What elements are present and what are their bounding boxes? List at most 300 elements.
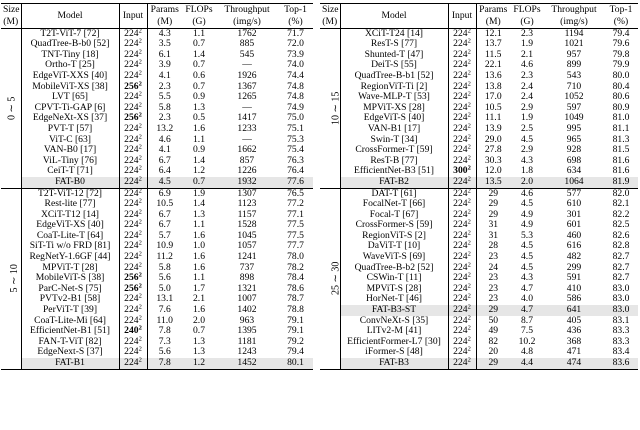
- input-resolution-cell: $224^2$: [119, 358, 147, 369]
- input-resolution-cell: $224^2$: [119, 199, 147, 210]
- top1-accuracy-cell: 75.3: [287, 133, 304, 145]
- flops-cell: 1.9: [193, 187, 205, 199]
- flops-cell: 4.9: [521, 219, 533, 231]
- throughput-cell: 1007: [237, 293, 257, 305]
- throughput-cell: 737: [239, 261, 255, 273]
- params-cell: 2.3: [147, 82, 182, 93]
- throughput-cell: 597: [566, 101, 582, 113]
- right-comparison-table: [320, 3, 638, 370]
- top1-accuracy-cell: 74.9: [287, 101, 304, 113]
- top1-accuracy-cell: 83.0: [612, 282, 630, 294]
- params-header: Params (M): [147, 4, 182, 29]
- input-resolution-cell: $224^2$: [119, 294, 147, 305]
- throughput-cell: 698: [566, 154, 582, 166]
- top1-accuracy-cell: 82.2: [612, 208, 630, 220]
- params-cell: 7.8: [147, 358, 182, 369]
- throughput-cell: 1321: [237, 282, 257, 294]
- flops-cell: 2.4: [521, 80, 533, 92]
- model-name-cell: CrossFormer-S [59]: [355, 219, 433, 231]
- input-resolution-cell: $256^2$: [119, 82, 147, 93]
- top1-accuracy-cell: 74.0: [287, 59, 304, 71]
- model-name-cell: FAT-B3: [340, 358, 448, 369]
- params-cell: 5.8: [147, 103, 182, 114]
- throughput-cell: 1243: [237, 346, 257, 358]
- input-resolution-cell: $224^2$: [119, 103, 147, 114]
- params-cell: 29: [476, 305, 510, 316]
- throughput-cell: 1307: [237, 187, 257, 199]
- highlight-row: [1, 177, 313, 188]
- model-name-cell: ParC-Net-S [75]: [38, 282, 102, 294]
- flops-cell: 1.9: [521, 112, 533, 124]
- input-resolution-cell: $224^2$: [119, 305, 147, 316]
- flops-cell: 5.3: [521, 229, 533, 241]
- params-cell: 4.6: [147, 135, 182, 146]
- model-name-cell: VAN-B1 [17]: [367, 122, 421, 134]
- params-cell: 13.6: [476, 71, 510, 82]
- top1-accuracy-cell: 80.4: [612, 80, 630, 92]
- table-row: [320, 28, 638, 39]
- input-resolution-cell: $224^2$: [119, 39, 147, 50]
- flops-cell: 1.9: [521, 38, 533, 50]
- params-header: Params (M): [476, 4, 510, 29]
- top1-accuracy-cell: 79.6: [612, 38, 630, 50]
- input-resolution-cell: $224^2$: [119, 156, 147, 167]
- model-header: Model: [381, 9, 407, 21]
- model-name-cell: ViL-Tiny [76]: [42, 154, 98, 166]
- top1-accuracy-cell: 74.8: [287, 91, 304, 103]
- flops-cell: 2.3: [521, 27, 533, 39]
- params-cell: 6.4: [147, 166, 182, 177]
- throughput-cell: 1194: [564, 27, 584, 39]
- params-cell: 29.0: [476, 135, 510, 146]
- top1-accuracy-cell: 80.0: [612, 69, 630, 81]
- top1-accuracy-cell: 75.4: [287, 144, 304, 156]
- input-resolution-cell: $224^2$: [448, 145, 476, 156]
- table-row: [1, 166, 313, 177]
- flops-cell: 0.9: [193, 144, 205, 156]
- throughput-cell: 1057: [237, 240, 257, 252]
- table-row: [320, 50, 638, 61]
- size-group-label: 10 ∼ 15: [320, 28, 340, 188]
- model-name-cell: FAN-T-ViT [82]: [38, 335, 102, 347]
- model-name-cell: DAT-T [61]: [371, 187, 417, 199]
- params-cell: 5.6: [147, 347, 182, 358]
- throughput-cell: 928: [566, 144, 582, 156]
- top1-accuracy-cell: 81.5: [612, 144, 630, 156]
- params-cell: 10.5: [147, 199, 182, 210]
- flops-cell: 0.7: [193, 59, 205, 71]
- flops-cell: 1.4: [193, 48, 205, 60]
- input-resolution-cell: $224^2$: [448, 50, 476, 61]
- input-header: Input: [119, 4, 147, 29]
- throughput-cell: —: [242, 101, 252, 113]
- top1-accuracy-cell: 77.5: [287, 219, 304, 231]
- top1-accuracy-cell: 82.0: [612, 187, 630, 199]
- params-cell: 82: [476, 337, 510, 348]
- throughput-cell: 1265: [237, 91, 257, 103]
- table-row: [320, 294, 638, 305]
- input-resolution-cell: $224^2$: [448, 199, 476, 210]
- throughput-cell: 1932: [216, 177, 278, 188]
- input-resolution-cell: $224^2$: [119, 135, 147, 146]
- throughput-cell: 1762: [237, 27, 257, 39]
- left-table-panel: [1, 3, 313, 370]
- throughput-cell: 368: [566, 335, 582, 347]
- table-row: [1, 71, 313, 82]
- model-name-cell: FAT-B3-ST: [340, 305, 448, 316]
- params-cell: 7.6: [147, 305, 182, 316]
- throughput-cell: 1021: [564, 38, 584, 50]
- model-name-cell: MPViT-XS [28]: [363, 101, 425, 113]
- throughput-header: Throughput (img/s): [551, 4, 597, 27]
- top1-accuracy-cell: 74.4: [287, 69, 304, 81]
- throughput-cell: 1926: [237, 69, 257, 81]
- top1-header: Top-1 (%): [609, 4, 633, 27]
- right-table-panel: [320, 3, 638, 370]
- model-name-cell: ConvNeXt-S [35]: [359, 314, 429, 326]
- params-cell: 6.9: [147, 188, 182, 199]
- input-resolution-cell: $224^2$: [448, 135, 476, 146]
- flops-cell: 7.5: [521, 325, 533, 337]
- size-group-label: 25 ∼ 30: [320, 188, 340, 369]
- params-cell: 7.3: [147, 337, 182, 348]
- input-resolution-cell: $224^2$: [448, 103, 476, 114]
- size-group-label: 0 ∼ 5: [1, 28, 21, 188]
- throughput-cell: 1662: [237, 144, 257, 156]
- model-name-cell: CoaT-Lite-Mi [64]: [34, 314, 106, 326]
- throughput-cell: 1052: [564, 91, 584, 103]
- top1-accuracy-cell: 83.4: [612, 346, 630, 358]
- top1-accuracy-cell: 77.7: [287, 240, 304, 252]
- params-cell: 6.7: [147, 156, 182, 167]
- model-name-cell: CPVT-Ti-GAP [6]: [34, 101, 106, 113]
- params-cell: 5.6: [147, 273, 182, 284]
- params-cell: 6.1: [147, 50, 182, 61]
- flops-cell: 4.5: [521, 240, 533, 252]
- model-name-cell: CoaT-Lite-T [64]: [36, 229, 104, 241]
- throughput-cell: 610: [566, 198, 582, 210]
- top1-accuracy-cell: 78.8: [287, 304, 304, 316]
- params-cell: 31: [476, 220, 510, 231]
- input-resolution-cell: $224^2$: [119, 60, 147, 71]
- model-name-cell: LITv2-M [41]: [366, 325, 422, 337]
- params-cell: 2.3: [147, 113, 182, 124]
- model-name-cell: PerViT-T [39]: [42, 304, 98, 316]
- input-resolution-cell: $224^2$: [119, 124, 147, 135]
- top1-accuracy-cell: 82.6: [612, 229, 630, 241]
- throughput-cell: 545: [239, 48, 255, 60]
- top1-accuracy-cell: 79.4: [287, 346, 304, 358]
- throughput-cell: 1226: [237, 165, 257, 177]
- model-name-cell: MPViT-S [28]: [366, 282, 422, 294]
- top1-accuracy-cell: 82.1: [612, 198, 630, 210]
- model-name-cell: PVT-T [57]: [47, 122, 93, 134]
- table-row: [1, 347, 313, 358]
- input-resolution-cell: $224^2$: [448, 305, 476, 316]
- params-cell: 3.5: [147, 39, 182, 50]
- flops-cell: 4.5: [521, 251, 533, 263]
- flops-cell: 4.5: [521, 133, 533, 145]
- throughput-cell: 410: [566, 282, 582, 294]
- throughput-cell: 963: [239, 314, 255, 326]
- model-name-cell: FAT-B1: [21, 358, 119, 369]
- params-cell: 11.2: [147, 252, 182, 263]
- model-name-cell: PVTv2-B1 [58]: [39, 293, 101, 305]
- throughput-cell: 995: [566, 122, 582, 134]
- flops-cell: 1.6: [193, 251, 205, 263]
- header-row: [320, 4, 638, 29]
- flops-cell: 1.1: [193, 219, 205, 231]
- top1-accuracy-cell: 83.0: [612, 293, 630, 305]
- flops-cell: 0.7: [182, 177, 216, 188]
- top1-accuracy-cell: 79.1: [287, 314, 304, 326]
- top1-header: Top-1 (%): [284, 4, 307, 27]
- model-name-cell: DeiT-S [55]: [371, 59, 417, 71]
- throughput-cell: 436: [566, 325, 582, 337]
- throughput-cell: 641: [544, 305, 604, 316]
- throughput-cell: 301: [566, 208, 582, 220]
- input-resolution-cell: $300^2$: [448, 166, 476, 177]
- top1-accuracy-cell: 80.9: [612, 101, 630, 113]
- flops-cell: 4.6: [521, 59, 533, 71]
- params-cell: 5.7: [147, 231, 182, 242]
- table-row: [320, 124, 638, 135]
- params-cell: 10.9: [147, 241, 182, 252]
- params-cell: 4.1: [147, 71, 182, 82]
- throughput-cell: 1402: [237, 304, 257, 316]
- model-name-cell: LVT [65]: [52, 91, 88, 103]
- model-name-cell: EdgeViT-S [40]: [363, 112, 425, 124]
- input-resolution-cell: $224^2$: [119, 263, 147, 274]
- params-cell: 50: [476, 316, 510, 327]
- throughput-header: Throughput (img/s): [224, 4, 270, 27]
- flops-cell: 0.7: [193, 38, 205, 50]
- input-resolution-cell: $224^2$: [448, 358, 476, 369]
- model-name-cell: ViT-C [63]: [49, 133, 91, 145]
- input-resolution-cell: $224^2$: [448, 252, 476, 263]
- model-name-cell: EdgeViT-XS [40]: [36, 219, 104, 231]
- model-name-cell: FAT-B0: [21, 177, 119, 188]
- top1-accuracy-cell: 79.8: [612, 48, 630, 60]
- flops-cell: 1.7: [193, 282, 205, 294]
- flops-cell: 4.9: [521, 208, 533, 220]
- flops-cell: 2.1: [521, 48, 533, 60]
- flops-cell: 1.4: [193, 154, 205, 166]
- model-name-cell: T2T-ViT-7 [72]: [40, 27, 100, 39]
- top1-accuracy-cell: 83.1: [612, 314, 630, 326]
- params-cell: 29: [476, 358, 510, 369]
- throughput-cell: 710: [566, 80, 582, 92]
- model-name-cell: QuadTree-B-b0 [52]: [30, 38, 110, 50]
- params-cell: 4.3: [147, 28, 182, 39]
- model-name-cell: WaveViT-S [69]: [362, 251, 426, 263]
- flops-cell: 0.9: [193, 91, 205, 103]
- flops-cell: 1.1: [193, 27, 205, 39]
- top1-accuracy-cell: 82.7: [612, 251, 630, 263]
- model-name-cell: EdgeNext-S [37]: [37, 346, 103, 358]
- input-resolution-cell: $224^2$: [448, 337, 476, 348]
- top1-accuracy-cell: 79.2: [287, 335, 304, 347]
- model-name-cell: T2T-ViT-12 [72]: [38, 187, 102, 199]
- flops-cell: 4.3: [521, 272, 533, 284]
- input-resolution-cell: $224^2$: [448, 316, 476, 327]
- params-cell: 23: [476, 252, 510, 263]
- params-cell: 6.7: [147, 220, 182, 231]
- params-cell: 28: [476, 241, 510, 252]
- throughput-cell: 1064: [544, 177, 604, 188]
- model-name-cell: EfficientFormer-L7 [30]: [347, 335, 441, 347]
- top1-accuracy-cell: 78.2: [287, 261, 304, 273]
- input-resolution-cell: $224^2$: [119, 92, 147, 103]
- params-cell: 10.5: [476, 103, 510, 114]
- flops-cell: 4.8: [521, 346, 533, 358]
- params-cell: 11.0: [147, 316, 182, 327]
- flops-cell: 2.0: [193, 314, 205, 326]
- input-resolution-cell: $224^2$: [448, 156, 476, 167]
- table-row: [1, 124, 313, 135]
- flops-cell: 4.4: [510, 358, 544, 369]
- input-resolution-cell: $224^2$: [448, 263, 476, 274]
- flops-cell: 1.3: [193, 101, 205, 113]
- input-resolution-cell: $224^2$: [119, 241, 147, 252]
- throughput-cell: 1395: [237, 325, 257, 337]
- size-header: Size (M): [3, 4, 20, 27]
- model-name-cell: EdgeNeXt-XS [37]: [32, 112, 108, 124]
- highlight-row: [320, 358, 638, 369]
- top1-accuracy-cell: 81.9: [604, 177, 638, 188]
- top1-accuracy-cell: 82.7: [612, 272, 630, 284]
- flops-cell: 1.3: [193, 346, 205, 358]
- top1-accuracy-cell: 77.5: [287, 229, 304, 241]
- input-resolution-cell: $224^2$: [119, 50, 147, 61]
- model-name-cell: Rest-lite [77]: [44, 198, 96, 210]
- table-row: [320, 71, 638, 82]
- throughput-cell: 634: [566, 165, 582, 177]
- throughput-cell: 405: [566, 314, 582, 326]
- params-cell: 12.1: [476, 28, 510, 39]
- model-name-cell: iFormer-S [48]: [365, 346, 423, 358]
- top1-accuracy-cell: 78.7: [287, 293, 304, 305]
- params-cell: 27.8: [476, 145, 510, 156]
- input-resolution-cell: $224^2$: [448, 60, 476, 71]
- throughput-cell: 1452: [216, 358, 278, 369]
- model-name-cell: RegionViT-Ti [2]: [360, 80, 428, 92]
- flops-cell: 4.7: [510, 305, 544, 316]
- flops-cell: 2.9: [521, 101, 533, 113]
- model-name-cell: RegionViT-S [2]: [362, 229, 426, 241]
- model-name-cell: EfficientNet-B3 [51]: [353, 165, 434, 177]
- throughput-cell: 577: [566, 187, 582, 199]
- model-name-cell: FocalNet-T [66]: [362, 198, 426, 210]
- flops-cell: 1.1: [193, 272, 205, 284]
- input-resolution-cell: $224^2$: [448, 231, 476, 242]
- flops-header: FLOPs (G): [513, 4, 541, 27]
- top1-accuracy-cell: 80.1: [278, 358, 313, 369]
- top1-accuracy-cell: 81.3: [612, 133, 630, 145]
- throughput-cell: 965: [566, 133, 582, 145]
- input-resolution-cell: $224^2$: [448, 284, 476, 295]
- params-cell: 13.5: [476, 177, 510, 188]
- model-name-cell: XCiT-T24 [14]: [364, 27, 423, 39]
- table-row: [320, 166, 638, 177]
- params-cell: 29: [476, 188, 510, 199]
- top1-accuracy-cell: 81.6: [612, 165, 630, 177]
- model-name-cell: TNT-Tiny [18]: [41, 48, 99, 60]
- params-cell: 31: [476, 231, 510, 242]
- model-name-cell: ResT-B [77]: [370, 154, 418, 166]
- flops-cell: 4.3: [521, 154, 533, 166]
- throughput-cell: —: [242, 133, 252, 145]
- params-cell: 12.0: [476, 166, 510, 177]
- throughput-cell: 885: [239, 38, 255, 50]
- flops-cell: 0.5: [193, 112, 205, 124]
- throughput-cell: 1181: [237, 335, 257, 347]
- top1-accuracy-cell: 73.9: [287, 48, 304, 60]
- top1-accuracy-cell: 76.3: [287, 154, 304, 166]
- throughput-cell: 1049: [564, 112, 584, 124]
- flops-cell: 1.3: [193, 208, 205, 220]
- left-comparison-table: [1, 3, 313, 370]
- input-resolution-cell: $224^2$: [448, 113, 476, 124]
- flops-cell: 2.1: [193, 293, 205, 305]
- params-cell: 13.1: [147, 294, 182, 305]
- top1-accuracy-cell: 75.1: [287, 122, 304, 134]
- input-resolution-cell: $224^2$: [448, 177, 476, 188]
- input-resolution-cell: $224^2$: [448, 294, 476, 305]
- throughput-cell: 857: [239, 154, 255, 166]
- params-cell: 5.5: [147, 92, 182, 103]
- input-resolution-cell: $224^2$: [119, 252, 147, 263]
- model-name-cell: CeiT-T [71]: [47, 165, 93, 177]
- params-cell: 11.1: [476, 113, 510, 124]
- input-resolution-cell: $224^2$: [119, 210, 147, 221]
- top1-accuracy-cell: 82.7: [612, 261, 630, 273]
- table-row: [320, 199, 638, 210]
- flops-cell: 4.6: [521, 187, 533, 199]
- flops-cell: 10.2: [518, 335, 536, 347]
- top1-accuracy-cell: 78.6: [287, 282, 304, 294]
- top1-accuracy-cell: 77.6: [278, 177, 313, 188]
- params-cell: 4.5: [147, 177, 182, 188]
- top1-accuracy-cell: 75.0: [287, 112, 304, 124]
- params-cell: 24: [476, 263, 510, 274]
- top1-accuracy-cell: 83.0: [604, 305, 638, 316]
- input-resolution-cell: $224^2$: [448, 82, 476, 93]
- input-resolution-cell: $224^2$: [448, 347, 476, 358]
- top1-accuracy-cell: 72.0: [287, 38, 304, 50]
- model-name-cell: DaViT-T [10]: [367, 240, 421, 252]
- input-resolution-cell: $224^2$: [448, 188, 476, 199]
- size-group: [1, 28, 313, 188]
- model-name-cell: VAN-B0 [17]: [43, 144, 97, 156]
- input-resolution-cell: $224^2$: [448, 28, 476, 39]
- top1-accuracy-cell: 71.7: [287, 27, 304, 39]
- input-resolution-cell: $224^2$: [119, 177, 147, 188]
- throughput-cell: 899: [566, 59, 582, 71]
- input-resolution-cell: $224^2$: [119, 347, 147, 358]
- params-cell: 11.5: [476, 50, 510, 61]
- params-cell: 7.8: [147, 326, 182, 337]
- input-resolution-cell: $256^2$: [119, 273, 147, 284]
- params-cell: 29: [476, 210, 510, 221]
- flops-cell: 1.6: [193, 229, 205, 241]
- model-name-cell: Focal-T [67]: [369, 208, 419, 220]
- throughput-cell: 1241: [237, 251, 257, 263]
- params-cell: 5.8: [147, 263, 182, 274]
- throughput-cell: 586: [566, 293, 582, 305]
- throughput-cell: 471: [566, 346, 582, 358]
- top1-accuracy-cell: 83.3: [612, 335, 630, 347]
